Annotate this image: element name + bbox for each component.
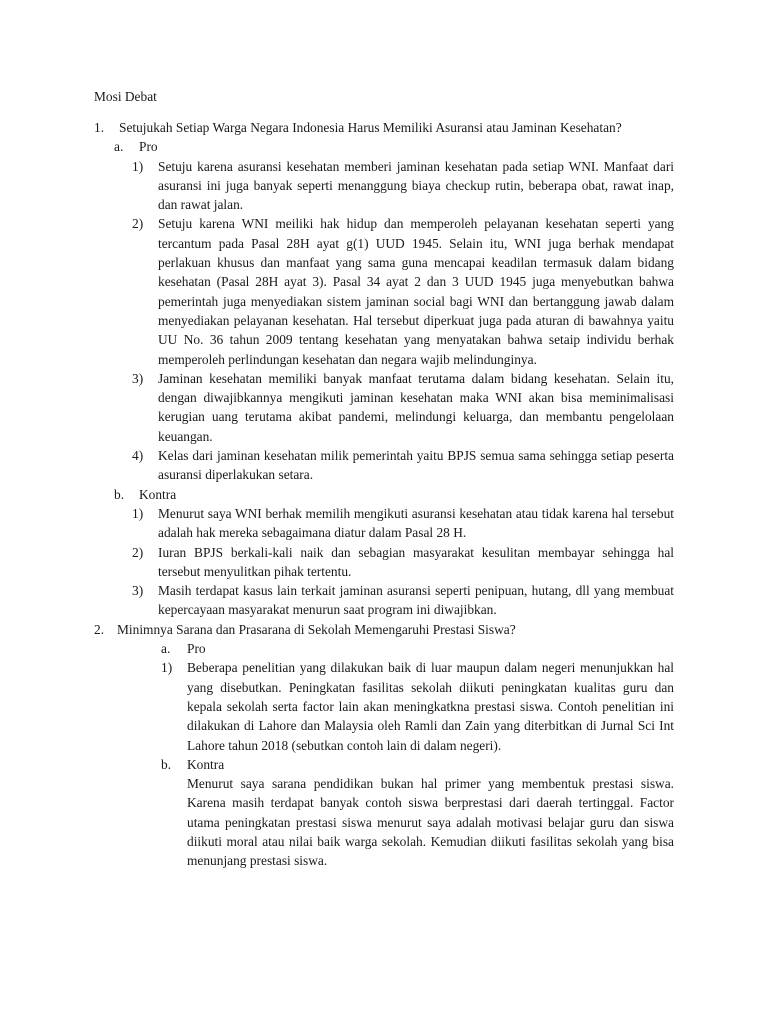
- q2-pro-heading: [94, 639, 674, 658]
- document-title: Mosi Debat: [94, 89, 157, 104]
- question-2-number: 2.: [94, 621, 105, 637]
- question-1-heading: [94, 118, 674, 137]
- question-2-heading: [94, 620, 674, 639]
- q2-pro-point-1: [94, 658, 674, 754]
- question-1-number: 1.: [94, 120, 105, 135]
- q1-kontra-label: Kontra: [139, 486, 177, 502]
- q1-pro-point-2-text: Setuju karena WNI meiliki hak hidup dan memperoleh pelayanan kesehatan seperti yang tercantum pada Pasal 28H ayat g(1) UUD 1945. Selain itu, WNI juga berhak mendapat perlakuan khusus dan manfaat yang sama guna mencapai keadilan termasuk dalam bidang kesehatan (Pasal 28H ayat 3). Pasal 34 ayat 2 dan 3 UUD 1945 juga menyebutkan bahwa pemerintah juga menyediakan sistem jaminan social bagi WNI dan bertanggung jawab dalam menyediakan pelayanan kesehatan. Hal tersebut diperkuat juga pada aturan di bawahnya yaitu UU No. 36 tahun 2009 tentang kesehatan yang menyatakan bahwa setaip individu berhak memperoleh perlindungan kesehatan dan negara wajib melindunginya.: [158, 216, 674, 367]
- q1-pro-point-1: [94, 157, 674, 215]
- q1-pro-marker: a.: [114, 139, 124, 155]
- q1-pro-point-4-number: 4): [132, 448, 144, 464]
- q1-pro-point-1-text: Setuju karena asuransi kesehatan memberi jaminan kesehatan pada setiap WNI. Manfaat dari asuransi ini juga banyak seperti menanggung biaya checkup rutin, beberapa obat, rawat inap, dan rawat jalan.: [158, 158, 674, 213]
- q1-pro-heading: [94, 137, 674, 156]
- q1-kontra-point-1-number: 1): [132, 505, 144, 521]
- q2-kontra-heading: [94, 755, 674, 774]
- q1-kontra-marker: b.: [114, 486, 125, 502]
- q1-pro-label: Pro: [139, 139, 158, 155]
- question-1-text: Setujukah Setiap Warga Negara Indonesia Harus Memiliki Asuransi atau Jaminan Kesehatan?: [119, 120, 622, 135]
- q1-kontra-point-1-text: Menurut saya WNI berhak memilih mengikuti asuransi kesehatan atau tidak karena hal tersebut adalah hak mereka sebagaimana diatur dalam Pasal 28 H.: [158, 505, 674, 541]
- q1-pro-point-3-text: Jaminan kesehatan memiliki banyak manfaat terutama dalam bidang kesehatan. Selain itu, dengan diwajibkannya mengikuti jaminan kesehatan maka WNI akan bisa meminimalisasi kerugian uang terutama akibat pandemi, melindungi keluarga, dan membantu pengelolaan keuangan.: [158, 370, 674, 444]
- q1-pro-point-4: [94, 446, 674, 485]
- q2-kontra-text: Menurut saya sarana pendidikan bukan hal primer yang membentuk prestasi siswa. Karena masih terdapat banyak contoh siswa berprestasi dari daerah tertinggal. Factor utama peningkatan prestasi siswa menurut saya adalah motivasi belajar guru dan siswa diikuti moral atau nilai baik warga sekolah. Kemudian diikuti fasilitas sekolah yang bisa menunjang prestasi siswa.: [187, 776, 674, 869]
- question-2-text: Minimnya Sarana dan Prasarana di Sekolah Memengaruhi Prestasi Siswa?: [117, 621, 516, 637]
- q1-kontra-point-3-text: Masih terdapat kasus lain terkait jaminan asuransi seperti penipuan, hutang, dll yang membuat kepercayaan masyarakat menurun saat program ini diwajibkan.: [158, 583, 674, 618]
- q1-kontra-point-2: [94, 543, 674, 582]
- q1-pro-point-1-number: 1): [132, 158, 144, 174]
- q1-kontra-point-2-number: 2): [132, 544, 144, 560]
- q2-pro-point-1-text: Beberapa penelitian yang dilakukan baik di luar maupun dalam negeri menunjukkan hal yang disebutkan. Peningkatan fasilitas sekolah diikuti peningkatan kualitas guru dan kepala sekolah serta factor lain akan meningkatkna prestasi siswa. Contoh penelitian ini dilakukan di Lahore dan Malaysia oleh Ramli dan Zain yang diterbitkan di Jurnal Sci Int Lahore tahun 2018 (sebutkan contoh lain di dalam negeri).: [187, 660, 674, 753]
- q1-kontra-point-3-number: 3): [132, 583, 144, 599]
- q1-pro-point-3-number: 3): [132, 370, 144, 386]
- q1-kontra-point-1: [94, 504, 674, 543]
- q2-pro-point-1-number: 1): [161, 660, 173, 676]
- question-1: [94, 118, 674, 871]
- q1-pro-point-2-number: 2): [132, 216, 144, 232]
- q2-kontra-label: Kontra: [187, 756, 225, 772]
- q2-pro-label: Pro: [187, 641, 206, 657]
- q1-pro-point-3: [94, 369, 674, 446]
- q2-kontra-paragraph: [94, 774, 674, 870]
- q1-kontra-point-2-text: Iuran BPJS berkali-kali naik dan sebagian masyarakat kesulitan membayar sehingga hal tersebut menyulitkan pihak tertentu.: [158, 544, 674, 579]
- q1-pro-point-4-text: Kelas dari jaminan kesehatan milik pemerintah yaitu BPJS semua sama sehingga setiap peserta asuransi diperlakukan setara.: [158, 448, 674, 483]
- q1-kontra-heading: [94, 485, 674, 504]
- q2-kontra-marker: b.: [161, 756, 172, 772]
- q1-kontra-point-3: [94, 581, 674, 620]
- q2-pro-marker: a.: [161, 641, 171, 657]
- q1-pro-point-2: [94, 214, 674, 368]
